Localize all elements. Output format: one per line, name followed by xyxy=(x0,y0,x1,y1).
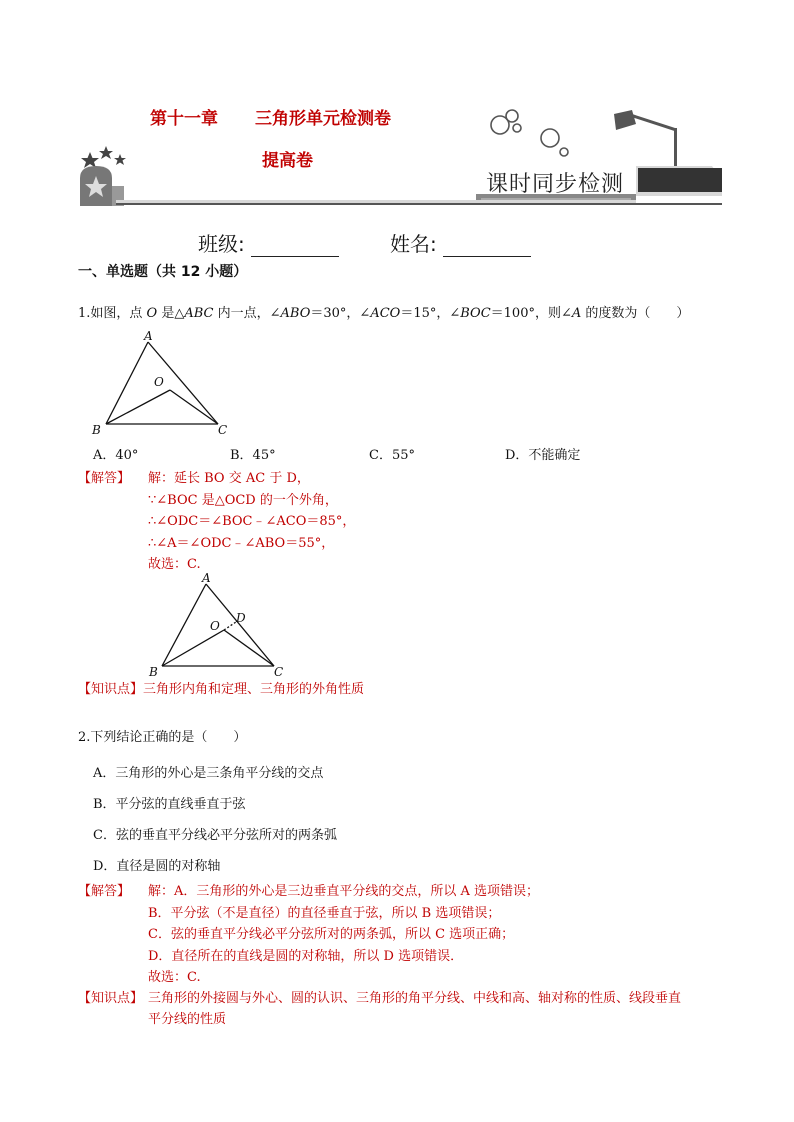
unit-title: 三角形单元检测卷 xyxy=(255,109,391,129)
answer-line: 故选：C. xyxy=(148,970,201,985)
label-b: B xyxy=(92,423,101,437)
class-blank[interactable] xyxy=(251,238,339,257)
knowledge-text: 三角形内角和定理、三角形的外角性质 xyxy=(143,682,365,697)
stem-text: 下列结论正确的是（ ） xyxy=(90,730,247,745)
q1-answer-block xyxy=(148,468,355,576)
stem-text: 是△ xyxy=(157,306,185,321)
q1-option-c[interactable]: C．55° xyxy=(369,448,415,463)
label-c: C xyxy=(274,665,284,679)
q1-knowledge-point xyxy=(78,679,364,700)
segment-bo xyxy=(106,390,170,424)
name-label: 姓名: xyxy=(390,232,437,256)
header-banner-graphic xyxy=(76,108,722,208)
question-number: 1. xyxy=(78,306,91,321)
q2-option-c[interactable]: C．弦的垂直平分线必平分弦所对的两条弧 xyxy=(93,828,337,843)
class-field xyxy=(198,228,339,257)
knowledge-line: 三角形的外接圆与外心、圆的认识、三角形的角平分线、中线和高、轴对称的性质、线段垂直 xyxy=(148,991,682,1006)
label-o: O xyxy=(210,619,220,633)
knowledge-label: 【知识点】 xyxy=(78,682,144,697)
q1-answer-label: 【解答】 xyxy=(78,471,131,486)
stem-var: BOC xyxy=(460,306,491,321)
section-title: 一、单选题（共 12 小题） xyxy=(78,264,248,280)
q1-option-a[interactable]: A．40° xyxy=(93,448,139,463)
question-number: 2. xyxy=(78,730,91,745)
q2-option-d[interactable]: D．直径是圆的对称轴 xyxy=(93,859,221,874)
q2-answer-block xyxy=(148,881,539,989)
label-a: A xyxy=(202,571,211,585)
q2-answer-label: 【解答】 xyxy=(78,884,131,899)
label-b: B xyxy=(149,665,158,679)
name-field xyxy=(390,228,531,257)
stem-text: 的度数为（ ） xyxy=(581,306,690,321)
q2-knowledge-block xyxy=(148,988,748,1030)
stem-var: ABC xyxy=(184,306,214,321)
stem-var: O xyxy=(146,306,158,321)
question-1-figure xyxy=(88,328,238,440)
stem-text: ＝30°，∠ xyxy=(310,306,371,321)
answer-line: B．平分弦（不是直径）的直径垂直于弦，所以 B 选项错误； xyxy=(148,905,501,921)
class-label: 班级: xyxy=(198,232,245,256)
label-d: D xyxy=(236,611,246,625)
label-a: A xyxy=(144,329,153,343)
label-o: O xyxy=(154,375,164,389)
answer-line: ∴∠ODC＝∠BOC﹣∠ACO＝85°， xyxy=(148,514,356,529)
stem-text: ＝100°，则∠ xyxy=(490,306,572,321)
stem-text: 内一点，∠ xyxy=(213,306,281,321)
level-label: 提高卷 xyxy=(262,151,313,171)
stem-text: ＝15°，∠ xyxy=(400,306,461,321)
stem-text: 如图，点 xyxy=(90,306,147,321)
q2-knowledge-label: 【知识点】 xyxy=(78,991,144,1006)
q2-option-a[interactable]: A．三角形的外心是三条角平分线的交点 xyxy=(93,766,324,781)
answer-line: D．直径所在的直线是圆的对称轴，所以 D 选项错误． xyxy=(148,948,464,964)
segment-ab xyxy=(106,342,148,424)
q1-answer-figure xyxy=(144,570,294,680)
stem-var: A xyxy=(571,306,582,321)
banner-title: 课时同步检测 xyxy=(486,172,625,197)
chapter-label: 第十一章 xyxy=(150,109,218,129)
bubbles-icon xyxy=(491,110,568,156)
answer-line: ∴∠A＝∠ODC﹣∠ABO＝55°， xyxy=(148,535,335,551)
answer-line: 解：延长 BO 交 AC 于 D， xyxy=(148,471,310,486)
question-1-stem xyxy=(78,303,689,325)
stem-var: ACO xyxy=(370,306,401,321)
question-2-stem xyxy=(78,727,246,749)
knowledge-line: 平分线的性质 xyxy=(148,1012,227,1027)
star-icon xyxy=(81,146,126,168)
q1-option-d[interactable]: D．不能确定 xyxy=(505,448,581,463)
answer-line: ∵∠BOC 是△OCD 的一个外角， xyxy=(148,492,338,508)
answer-line: C．弦的垂直平分线必平分弦所对的两条弧，所以 C 选项正确； xyxy=(148,927,515,942)
answer-line: 解：A．三角形的外心是三边垂直平分线的交点，所以 A 选项错误； xyxy=(148,884,540,899)
q2-option-b[interactable]: B．平分弦的直线垂直于弦 xyxy=(93,797,246,812)
label-c: C xyxy=(218,423,228,437)
name-blank[interactable] xyxy=(443,238,531,257)
answer-line: 故选：C. xyxy=(148,557,201,572)
q1-option-b[interactable]: B．45° xyxy=(230,448,276,463)
stem-var: ABO xyxy=(280,306,311,321)
